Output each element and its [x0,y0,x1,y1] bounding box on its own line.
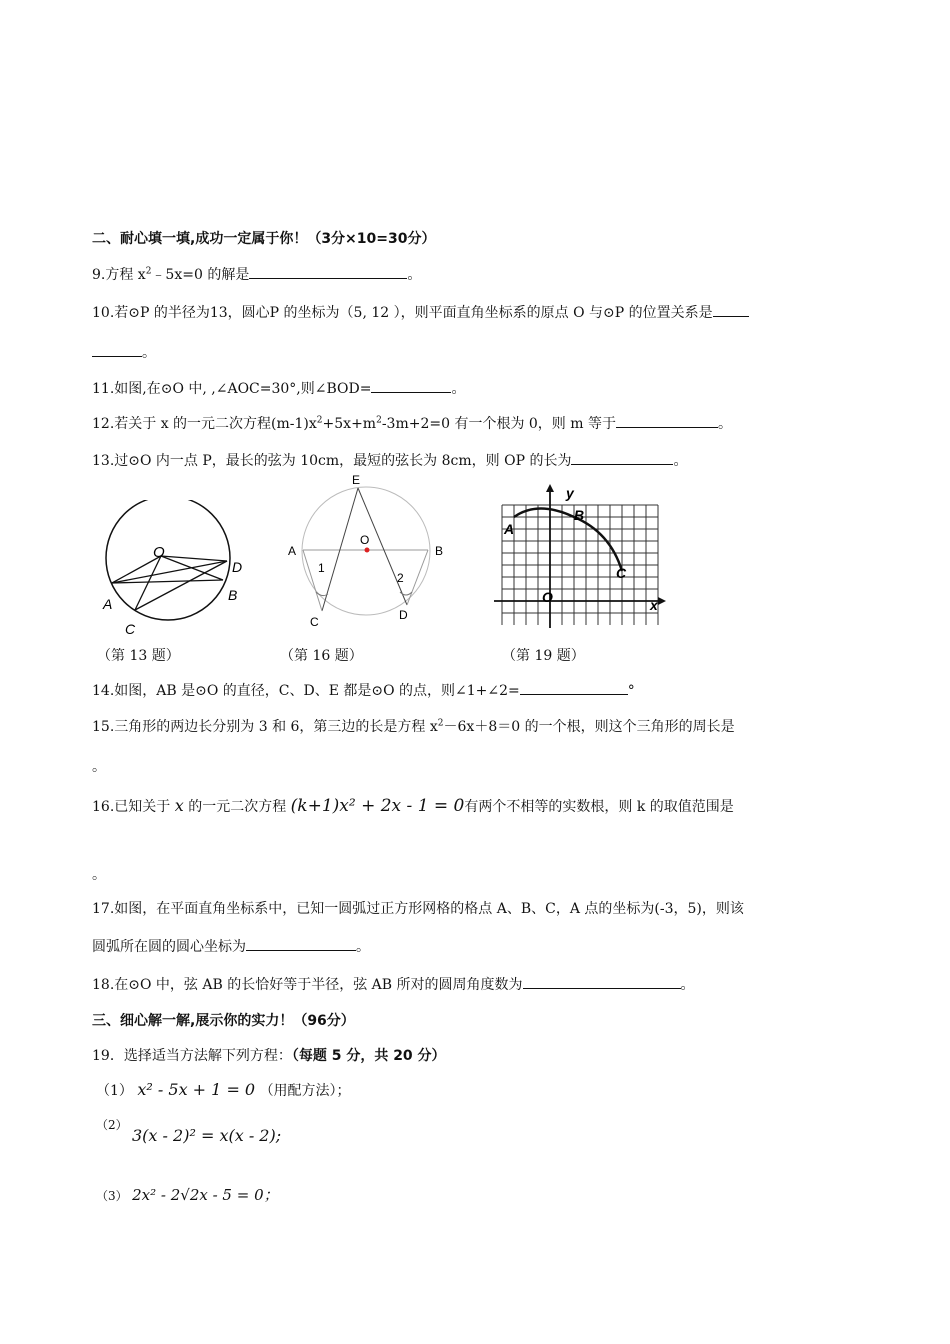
question-10-cont [92,342,156,362]
q19-p3-label: （3） [96,1189,128,1203]
q19-p1-equation: x² - 5x + 1 = 0 [137,1080,256,1099]
question-16-end: 。 [92,867,106,883]
q18-end: 。 [680,977,695,993]
q10-answer-blank-1[interactable] [713,302,749,317]
question-10 [92,302,749,322]
fig16-label-e: E [352,473,361,487]
fig19-label-y: y [566,485,574,501]
q12-sup2: 2 [376,415,382,426]
q12-prefix: 12.若关于 x 的一元二次方程(m-1)x [92,416,317,432]
fig16-line-bd [407,550,428,605]
q19-part-3 [96,1184,279,1205]
q13-answer-blank[interactable] [571,450,673,465]
q19-part-1 [96,1080,351,1100]
caption-fig-19: （第 19 题） [502,648,585,664]
question-14 [92,680,635,700]
fig13-label-d: D [232,559,243,575]
q19-points: （每题 5 分，共 20 分） [291,1048,446,1064]
q13-end: 。 [673,453,688,469]
fig16-label-b: B [435,544,444,558]
fig16-line-ac [303,550,322,611]
q16-var-x: x [174,796,184,815]
q19-part-2-label: （2） [96,1118,128,1132]
q12-sup1: 2 [316,415,323,426]
fig19-arc [514,509,622,572]
figure-16 [280,470,450,630]
q16-suffix: 有两个不相等的实数根，则 k 的取值范围是 [464,799,734,815]
q14-answer-blank[interactable] [520,680,628,695]
q17-text2: 圆弧所在圆的圆心坐标为 [92,939,246,955]
fig19-label-c: C [616,565,627,581]
section-3-heading: 三、细心解一解,展示你的实力！（96分） [92,1013,355,1029]
question-11 [92,378,465,398]
q12-end: 。 [717,416,732,432]
q14-end: ° [627,683,635,699]
q9-sup: 2 [145,266,152,277]
q15-sup: 2 [437,718,444,729]
fig13-line-cd [135,561,227,610]
fig19-label-b: B [574,507,585,523]
question-17-line-2 [92,936,370,956]
q15-prefix: 15.三角形的两边长分别为 3 和 6，第三边的长是方程 x [92,719,438,735]
q11-answer-blank[interactable] [371,378,451,393]
question-18 [92,974,695,994]
caption-fig-16: （第 16 题） [280,648,363,664]
q17-end: 。 [356,939,370,955]
fig13-line-ad [112,561,227,583]
caption-fig-13: （第 13 题） [97,648,180,664]
q17-answer-blank[interactable] [246,936,356,951]
q9-end: 。 [407,267,422,283]
q9-prefix: 9.方程 x [92,267,146,283]
q14-text: 14.如图，AB 是⊙O 的直径，C、D、E 都是⊙O 的点，则∠1+∠2= [92,683,520,699]
q19-part-2 [132,1126,281,1145]
q19-p1-label: （1） [96,1083,133,1099]
fig16-center-dot [365,548,370,553]
fig16-label-1: 1 [318,561,325,575]
q18-answer-blank[interactable] [523,974,681,989]
q12-mid: +5x+m [322,416,377,432]
question-13 [92,450,687,470]
fig19-label-a: A [504,521,515,537]
fig13-label-o: O [153,544,165,561]
question-17-line-1: 17.如图，在平面直角坐标系中，已知一圆弧过正方形网格的格点 A、B、C，A 点的坐标为(-3，5)，则该 [92,901,744,917]
fig13-label-a: A [103,596,113,612]
q16-mid: 的一元二次方程 [188,799,287,815]
figure-13 [95,500,265,650]
section-2-heading: 二、耐心填一填,成功一定属于你！（3分×10=30分） [92,231,436,247]
fig16-label-d: D [399,608,408,622]
fig13-line-oc [135,556,161,610]
fig16-label-c: C [310,615,319,629]
q11-text: 11.如图,在⊙O 中, ,∠AOC=30°,则∠BOD= [92,381,372,397]
q9-answer-blank[interactable] [249,264,407,279]
question-9 [92,264,421,284]
fig13-label-b: B [228,587,238,603]
fig16-label-a: A [288,544,297,558]
q16-equation: (k+1)x² + 2x - 1 = 0 [290,796,465,816]
q13-text: 13.过⊙O 内一点 P，最长的弦为 10cm，最短的弦长为 8cm，则 OP 的长为 [92,453,572,469]
question-12 [92,413,732,433]
q19-p2-equation: 3(x - 2)² = x(x - 2); [132,1126,282,1145]
fig16-label-2: 2 [397,571,404,585]
q18-text: 18.在⊙O 中，弦 AB 的长恰好等于半径，弦 AB 所对的圆周角度数为 [92,977,523,993]
q10-end: 。 [142,345,156,361]
fig19-label-x: x [650,597,658,613]
q16-prefix: 16.已知关于 [92,799,171,815]
fig19-y-arrow [546,484,554,492]
q15-suffix: －6x＋8＝0 的一个根，则这个三角形的周长是 [443,719,735,735]
q19-text: 19．选择适当方法解下列方程： [92,1048,292,1064]
q19-p1-note: （用配方法）； [259,1083,351,1099]
fig19-label-o: O [542,589,553,605]
q10-text: 10.若⊙P 的半径为13，圆心P 的坐标为（5, 12 ），则平面直角坐标系的原点 O 与⊙P 的位置关系是 [92,305,713,321]
fig19-x-arrow [658,597,666,605]
figure-19 [490,480,670,630]
q19-p3-equation: 2x² - 2√2x - 5 = 0； [132,1186,279,1204]
question-15 [92,716,735,736]
question-16 [92,796,734,816]
question-15-end: 。 [92,759,106,775]
q12-suffix: -3m+2=0 有一个根为 0，则 m 等于 [381,416,616,432]
q10-answer-blank-2[interactable] [92,342,142,357]
q12-answer-blank[interactable] [616,413,718,428]
question-19 [92,1045,446,1065]
fig13-label-c: C [125,621,136,637]
q11-end: 。 [451,381,466,397]
fig16-label-o: O [360,533,370,547]
q9-suffix: ﹣5x=0 的解是 [151,267,250,283]
fig19-grid [502,505,658,625]
